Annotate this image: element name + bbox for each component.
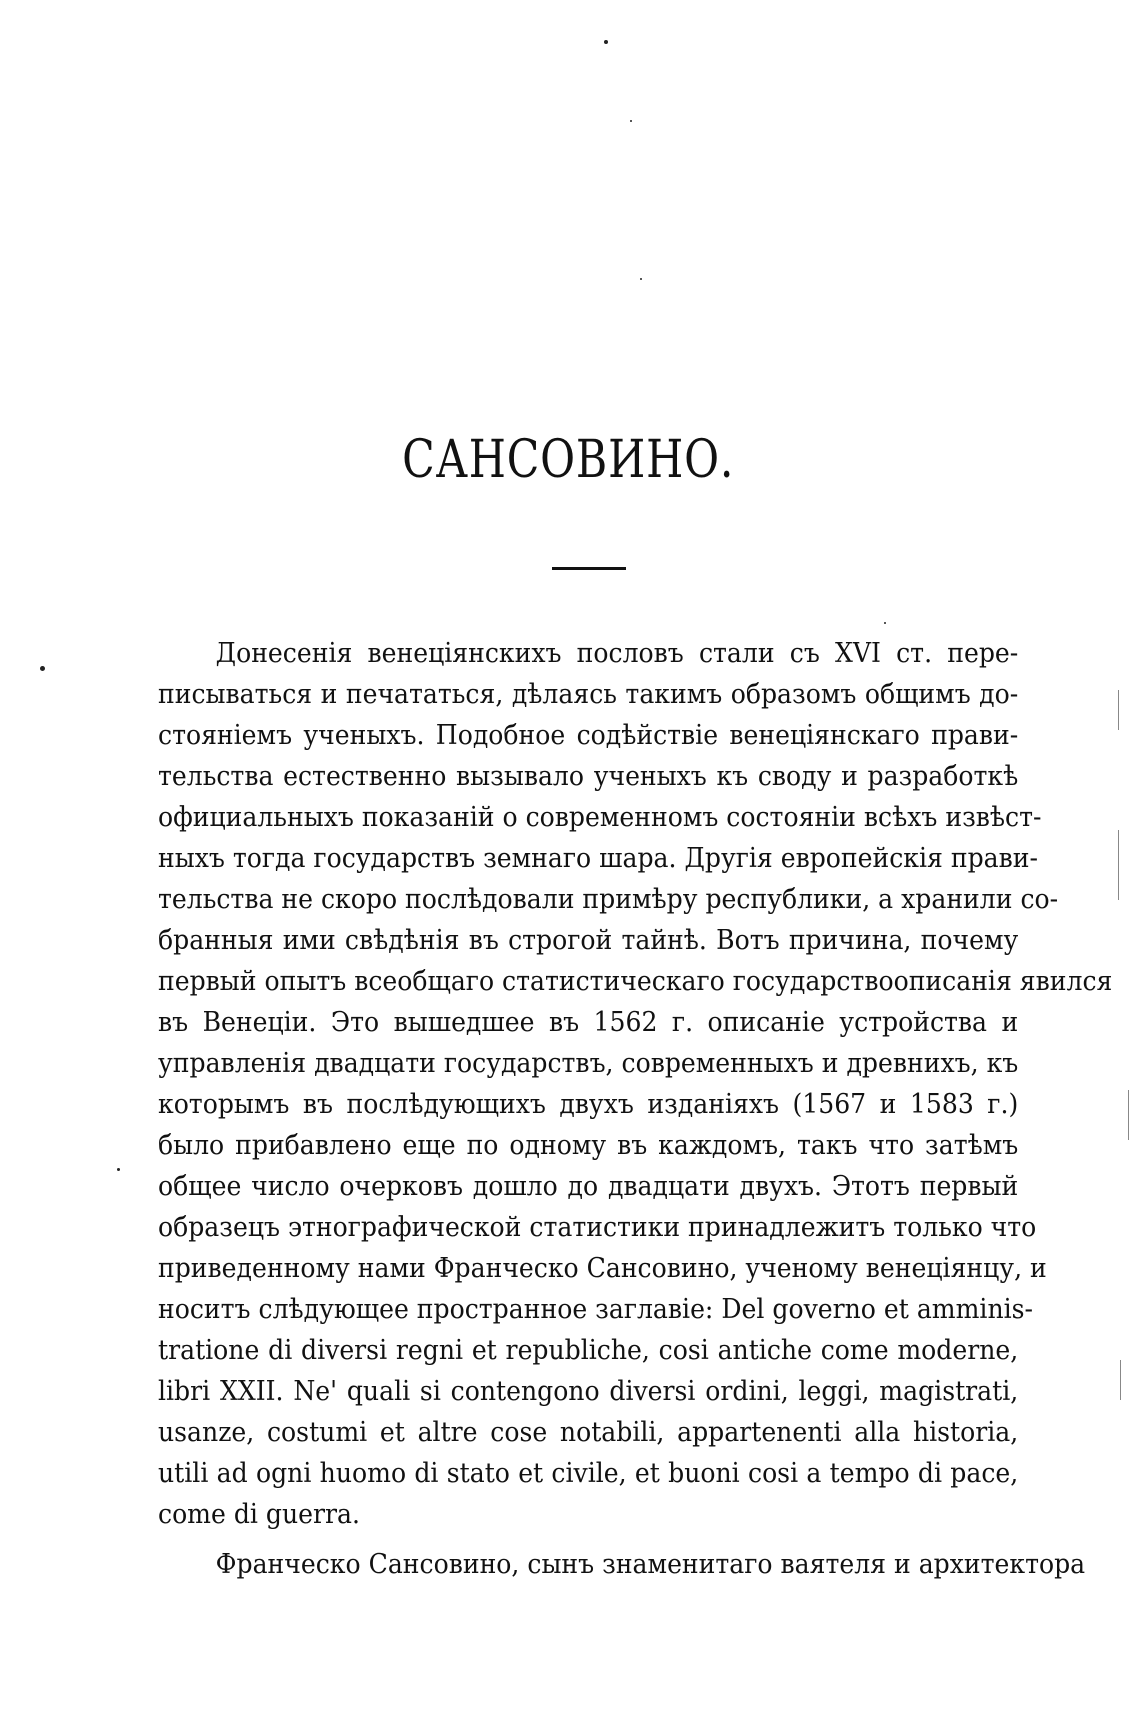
text-line: тельства естественно вызывало ученыхъ къ своду и разработкѣ xyxy=(158,761,1019,792)
scan-speck xyxy=(630,120,632,122)
text-line: которымъ въ послѣдующихъ двухъ изданіяхъ (1567 и 1583 г.) xyxy=(158,1089,1019,1120)
text-line: управленія двадцати государствъ, современныхъ и древнихъ, къ xyxy=(158,1048,1019,1079)
text-line: первый опытъ всеобщаго статистическаго государствоописанія явился xyxy=(158,966,1113,997)
text-line: носитъ слѣдующее пространное заглавіе: Del governo et amminis- xyxy=(158,1294,1034,1325)
scan-speck xyxy=(884,622,886,624)
text-line: ныхъ тогда государствъ земнаго шара. Другія европейскія прави- xyxy=(158,843,1038,874)
text-line: Донесенія венеціянскихъ пословъ стали съ XVI ст. пере- xyxy=(215,638,1019,669)
scan-speck xyxy=(604,40,608,44)
text-line: стояніемъ ученыхъ. Подобное содѣйствіе венеціянскаго прави- xyxy=(158,720,1019,751)
text-line: бранныя ими свѣдѣнія въ строгой тайнѣ. Вотъ причина, почему xyxy=(158,925,1019,956)
text-line: въ Венеціи. Это вышедшее въ 1562 г. описаніе устройства и xyxy=(158,1007,1019,1038)
chapter-title: САНСОВИНО. xyxy=(402,430,735,490)
scan-margin-mark xyxy=(1118,690,1119,730)
scan-margin-mark xyxy=(1120,1360,1121,1400)
text-line: писываться и печататься, дѣлаясь такимъ образомъ общимъ до- xyxy=(158,679,1019,710)
text-line: Франческо Сансовино, сынъ знаменитаго ваятеля и архитектора xyxy=(215,1549,1086,1580)
text-line: образецъ этнографической статистики принадлежитъ только что xyxy=(158,1212,1037,1243)
scan-margin-mark xyxy=(1128,1090,1129,1140)
scan-margin-mark xyxy=(1118,830,1119,900)
scan-speck xyxy=(40,666,45,671)
text-line: come di guerra. xyxy=(158,1499,360,1530)
text-line: тельства не скоро послѣдовали примѣру республики, а хранили со- xyxy=(158,884,1059,915)
scan-speck xyxy=(640,278,642,280)
title-rule xyxy=(552,567,626,570)
text-line: libri XXII. Ne' quali si contengono diversi ordini, leggi, magistrati, xyxy=(158,1376,1019,1407)
text-line: официальныхъ показаній о современномъ состояніи всѣхъ извѣст- xyxy=(158,802,1042,833)
text-line: было прибавлено еще по одному въ каждомъ, такъ что затѣмъ xyxy=(158,1130,1019,1161)
text-line: usanze, costumi et altre cose notabili, appartenenti alla historia, xyxy=(158,1417,1019,1448)
text-line: приведенному нами Франческо Сансовино, ученому венеціянцу, и xyxy=(158,1253,1047,1284)
scan-speck xyxy=(117,1168,120,1171)
text-line: tratione di diversi regni et republiche, cosi antiche come moderne, xyxy=(158,1335,1019,1366)
text-line: общее число очерковъ дошло до двадцати двухъ. Этотъ первый xyxy=(158,1171,1019,1202)
text-line: utili ad ogni huomo di stato et civile, et buoni cosi a tempo di pace, xyxy=(158,1458,1019,1489)
